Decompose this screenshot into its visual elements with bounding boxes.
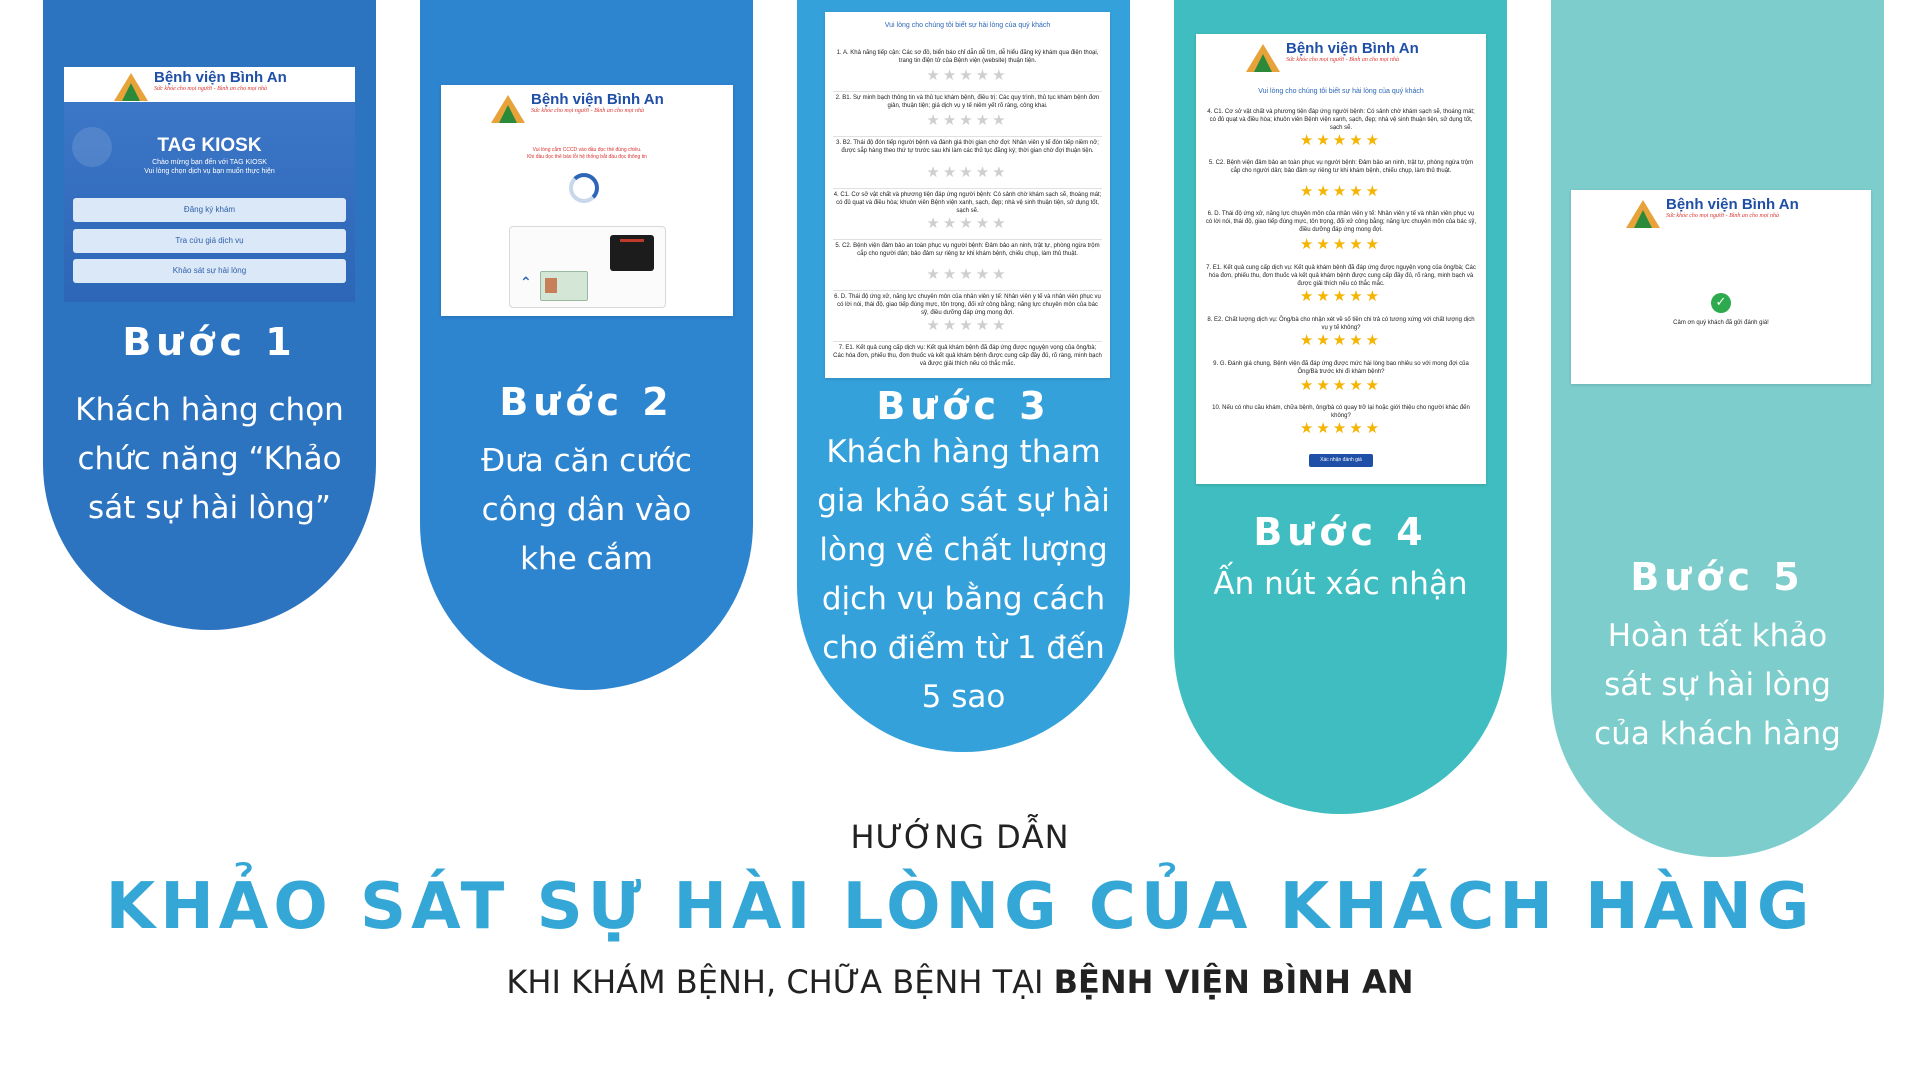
step-2-description	[430, 437, 743, 584]
survey-question: 9. G. Đánh giá chung, Bệnh viện đã đáp ứng được mức hài lòng bao nhiêu so với mong đợi của Ông/Bà trước khi đi khám bệnh?	[1213, 361, 1469, 375]
rating-stars-empty[interactable]: ★★★★★	[926, 163, 1009, 181]
rating-stars-empty[interactable]: ★★★★★	[926, 66, 1009, 84]
guide-headline: KHẢO SÁT SỰ HÀI LÒNG CỦA KHÁCH HÀNG	[105, 870, 1815, 944]
survey-question: 4. C1. Cơ sở vật chất và phương tiện đáp ứng người bệnh: Có sảnh chờ khám sạch sẽ, thoáng mát; có đủ quạt và điều hòa; khuôn viên Bệnh viện xanh, sạch, đẹp; nhà vệ sinh thuận tiện, sử dụng tốt, sạch sẽ.	[1207, 109, 1475, 131]
survey-question: 1. A. Khả năng tiếp cận: Các sơ đồ, biển báo chỉ dẫn dễ tìm, dễ hiểu đăng ký khám qua điện thoại, trang tin điện tử của Bệnh viện (website) thuận tiện.	[836, 50, 1099, 64]
survey-question: 5. C2. Bệnh viện đảm bảo an toàn phục vụ người bệnh: Đảm bảo an ninh, trật tự, phòng ngừa trộm cắp cho người dân; bảo đảm sự riêng tư khi khám bệnh, chiếu chụp, làm thủ thuật.	[835, 243, 1100, 257]
card-reader-illustration	[509, 226, 666, 308]
divider	[833, 91, 1102, 92]
step-5-title: Bước 5	[1630, 555, 1805, 599]
insert-card-instruction-2: Khi đầu đọc thẻ báo lỗi hệ thống bắt đầu đọc thông tin	[527, 154, 647, 160]
rating-stars-filled[interactable]: ★★★★★	[1299, 376, 1383, 394]
card-reader-screenshot	[441, 85, 733, 316]
check-circle-icon: ✓	[1711, 293, 1731, 313]
step-2-title: Bước 2	[499, 380, 674, 424]
step-4-panel	[1174, 0, 1507, 814]
thank-you-message: Cảm ơn quý khách đã gửi đánh giá!	[1673, 320, 1769, 326]
step-1-line: Khách hàng chọn	[75, 392, 344, 428]
logo-mountain-icon	[114, 73, 148, 101]
survey-question: 7. E1. Kết quả cung cấp dịch vụ: Kết quả khám bệnh đã đáp ứng được nguyện vọng của ông/bà; Các hóa đơn, phiếu thu, đơn thuốc và kết quả khám bệnh được cung cấp đầy đủ, rõ ràng, minh bạch và được giải thích nếu có thắc mắc.	[833, 345, 1102, 367]
rating-stars-filled[interactable]: ★★★★★	[1299, 287, 1383, 305]
step-3-line: cho điểm từ 1 đến	[822, 630, 1105, 666]
rating-stars-filled[interactable]: ★★★★★	[1299, 131, 1383, 149]
hospital-logo	[114, 69, 287, 101]
survey-question: 6. D. Thái độ ứng xử, năng lực chuyên môn của nhân viên y tế: Nhân viên y tế và nhân viên phục vụ có lời nói, thái độ, giao tiếp đúng mực, tôn trọng, đối xử công bằng; năng lực chuyên môn của bác sỹ, điều dưỡng đáp ứng mong đợi.	[1205, 211, 1477, 233]
rating-stars-filled[interactable]: ★★★★★	[1299, 331, 1383, 349]
step-2-line: Đưa căn cước	[481, 443, 692, 479]
thank-you-screenshot	[1571, 190, 1871, 384]
rating-stars-empty[interactable]: ★★★★★	[926, 316, 1009, 334]
survey-filled-screenshot	[1196, 34, 1486, 484]
divider	[833, 290, 1102, 291]
step-3-line: gia khảo sát sự hài	[817, 483, 1110, 519]
guide-subline-hospital: BỆNH VIỆN BÌNH AN	[1053, 963, 1414, 1001]
step-1-title: Bước 1	[122, 320, 297, 364]
register-exam-button[interactable]: Đăng ký khám	[73, 198, 346, 222]
divider	[833, 136, 1102, 137]
card-reader-device-icon	[610, 235, 654, 271]
rating-stars-filled[interactable]: ★★★★★	[1299, 182, 1383, 200]
logo-slogan: Sức khỏe cho mọi người - Bình an cho mọi nhà	[1666, 213, 1780, 219]
survey-question: 4. C1. Cơ sở vật chất và phương tiện đáp ứng người bệnh: Có sảnh chờ khám sạch sẽ, thoáng mát; có đủ quạt và điều hòa; khuôn viên Bệnh viện xanh, sạch, đẹp; nhà vệ sinh thuận tiện, sử dụng tốt, sạch sẽ.	[833, 192, 1102, 214]
hospital-logo	[1626, 196, 1799, 228]
step-2-line: công dân vào	[481, 492, 692, 528]
kiosk-title: TAG KIOSK	[157, 135, 262, 156]
kiosk-prompt: Vui lòng chọn dịch vụ bạn muốn thực hiện	[144, 168, 275, 175]
step-5-line: Hoàn tất khảo	[1607, 618, 1828, 654]
logo-slogan: Sức khỏe cho mọi người - Bình an cho mọi nhà	[154, 86, 268, 92]
step-3-panel	[797, 0, 1130, 752]
step-5-description	[1561, 612, 1874, 759]
divider	[833, 341, 1102, 342]
step-2-line: khe cắm	[520, 541, 653, 577]
kiosk-welcome: Chào mừng bạn đến với TAG KIOSK	[152, 159, 267, 166]
step-5-line: của khách hàng	[1594, 716, 1841, 752]
survey-question: 2. B1. Sự minh bạch thông tin và thủ tục khám bệnh, điều trị: Các quy trình, thủ tục khám bệnh đơn giản, thuận tiện; giá dịch vụ y tế niêm yết rõ ràng, công khai.	[835, 95, 1100, 109]
survey-question: 3. B2. Thái độ đón tiếp người bệnh và đánh giá thời gian chờ đợi: Nhân viên y tế đón tiếp niềm nở; được sắp hàng theo thứ tự trước sau khi làm các thủ tục đăng ký; thời gian chờ đợi thuận tiện.	[836, 140, 1099, 154]
divider	[833, 239, 1102, 240]
survey-question: 8. E2. Chất lượng dịch vụ: Ông/bà cho nhận xét về số tiền chi trả có tương xứng với chất lượng dịch vụ y tế không?	[1207, 317, 1475, 331]
step-3-line: lòng về chất lượng	[819, 532, 1108, 568]
id-card-icon	[540, 271, 588, 301]
step-1-description	[53, 386, 366, 533]
logo-slogan: Sức khỏe cho mọi người - Bình an cho mọi nhà	[531, 108, 645, 114]
kiosk-header	[64, 67, 355, 102]
step-3-line: 5 sao	[921, 679, 1006, 715]
hospital-logo	[491, 91, 664, 123]
survey-question: 10. Nếu có nhu cầu khám, chữa bệnh, ông/bà có quay trở lại hoặc giới thiệu cho người khác đến không?	[1212, 405, 1470, 419]
step-4-title: Bước 4	[1253, 510, 1428, 554]
rating-stars-empty[interactable]: ★★★★★	[926, 111, 1009, 129]
confirm-rating-button[interactable]: Xác nhận đánh giá	[1309, 454, 1373, 467]
step-3-line: Khách hàng tham	[826, 434, 1101, 470]
survey-question: 5. C2. Bệnh viện đảm bảo an toàn phục vụ người bệnh: Đảm bảo an ninh, trật tự, phòng ngừa trộm cắp cho người dân; bảo đảm sự riêng tư khi khám bệnh, chiếu chụp, làm thủ thuật.	[1208, 160, 1474, 174]
step-4-line: Ấn nút xác nhận	[1213, 566, 1468, 602]
logo-slogan: Sức khỏe cho mọi người - Bình an cho mọi nhà	[1286, 57, 1400, 63]
step-4-description	[1184, 560, 1497, 609]
step-1-line: sát sự hài lòng”	[88, 490, 331, 526]
survey-question: 6. D. Thái độ ứng xử, năng lực chuyên môn của nhân viên y tế: Nhân viên y tế và nhân viên phục vụ có lời nói, thái độ, giao tiếp đúng mực, tôn trọng, đối xử công bằng; năng lực chuyên môn của bác sỹ, điều dưỡng đáp ứng mong đợi.	[834, 294, 1101, 316]
kiosk-screenshot	[64, 67, 355, 302]
logo-mountain-icon	[491, 95, 525, 123]
logo-mountain-icon	[1246, 44, 1280, 72]
satisfaction-survey-button[interactable]: Khảo sát sự hài lòng	[73, 259, 346, 283]
rating-stars-filled[interactable]: ★★★★★	[1299, 419, 1383, 437]
step-2-panel	[420, 0, 753, 690]
logo-name: Bệnh viện Bình An	[154, 69, 287, 86]
step-1-line: chức năng “Khảo	[77, 441, 342, 477]
arrow-up-icon: ⌃	[520, 275, 532, 291]
insert-card-instruction: Vui lòng cắm CCCD vào đầu đọc thẻ đúng chiều.	[532, 147, 642, 153]
step-3-title: Bước 3	[876, 384, 1051, 428]
logo-name: Bệnh viện Bình An	[1666, 196, 1799, 213]
logo-name: Bệnh viện Bình An	[531, 91, 664, 108]
loading-spinner-icon	[569, 173, 599, 203]
rating-stars-empty[interactable]: ★★★★★	[926, 265, 1009, 283]
logo-mountain-icon	[1626, 200, 1660, 228]
price-lookup-button[interactable]: Tra cứu giá dịch vụ	[73, 229, 346, 253]
logo-name: Bệnh viện Bình An	[1286, 40, 1419, 57]
step-3-line: dịch vụ bằng cách	[821, 581, 1106, 617]
hospital-logo	[1246, 40, 1419, 72]
step-5-panel	[1551, 0, 1884, 857]
guide-kicker: HƯỚNG DẪN	[850, 818, 1070, 856]
divider	[833, 188, 1102, 189]
guide-subline-prefix: KHI KHÁM BỆNH, CHỮA BỆNH TẠI	[506, 963, 1054, 1001]
guide-subline	[0, 963, 1920, 1001]
step-3-description	[807, 428, 1120, 722]
survey-form-title: Vui lòng cho chúng tôi biết sự hài lòng của quý khách	[884, 22, 1051, 29]
survey-form-title: Vui lòng cho chúng tôi biết sự hài lòng của quý khách	[1258, 88, 1424, 95]
rating-stars-filled[interactable]: ★★★★★	[1299, 235, 1383, 253]
rating-stars-empty[interactable]: ★★★★★	[926, 214, 1009, 232]
survey-question: 7. E1. Kết quả cung cấp dịch vụ: Kết quả khám bệnh đã đáp ứng được nguyện vọng của ông/bà; Các hóa đơn, phiếu thu, đơn thuốc và kết quả khám bệnh được cung cấp đầy đủ, rõ ràng, minh bạch và được giải thích nếu có thắc mắc.	[1206, 265, 1476, 287]
survey-empty-screenshot	[825, 12, 1110, 378]
step-5-line: sát sự hài lòng	[1604, 667, 1831, 703]
step-1-panel	[43, 0, 376, 630]
